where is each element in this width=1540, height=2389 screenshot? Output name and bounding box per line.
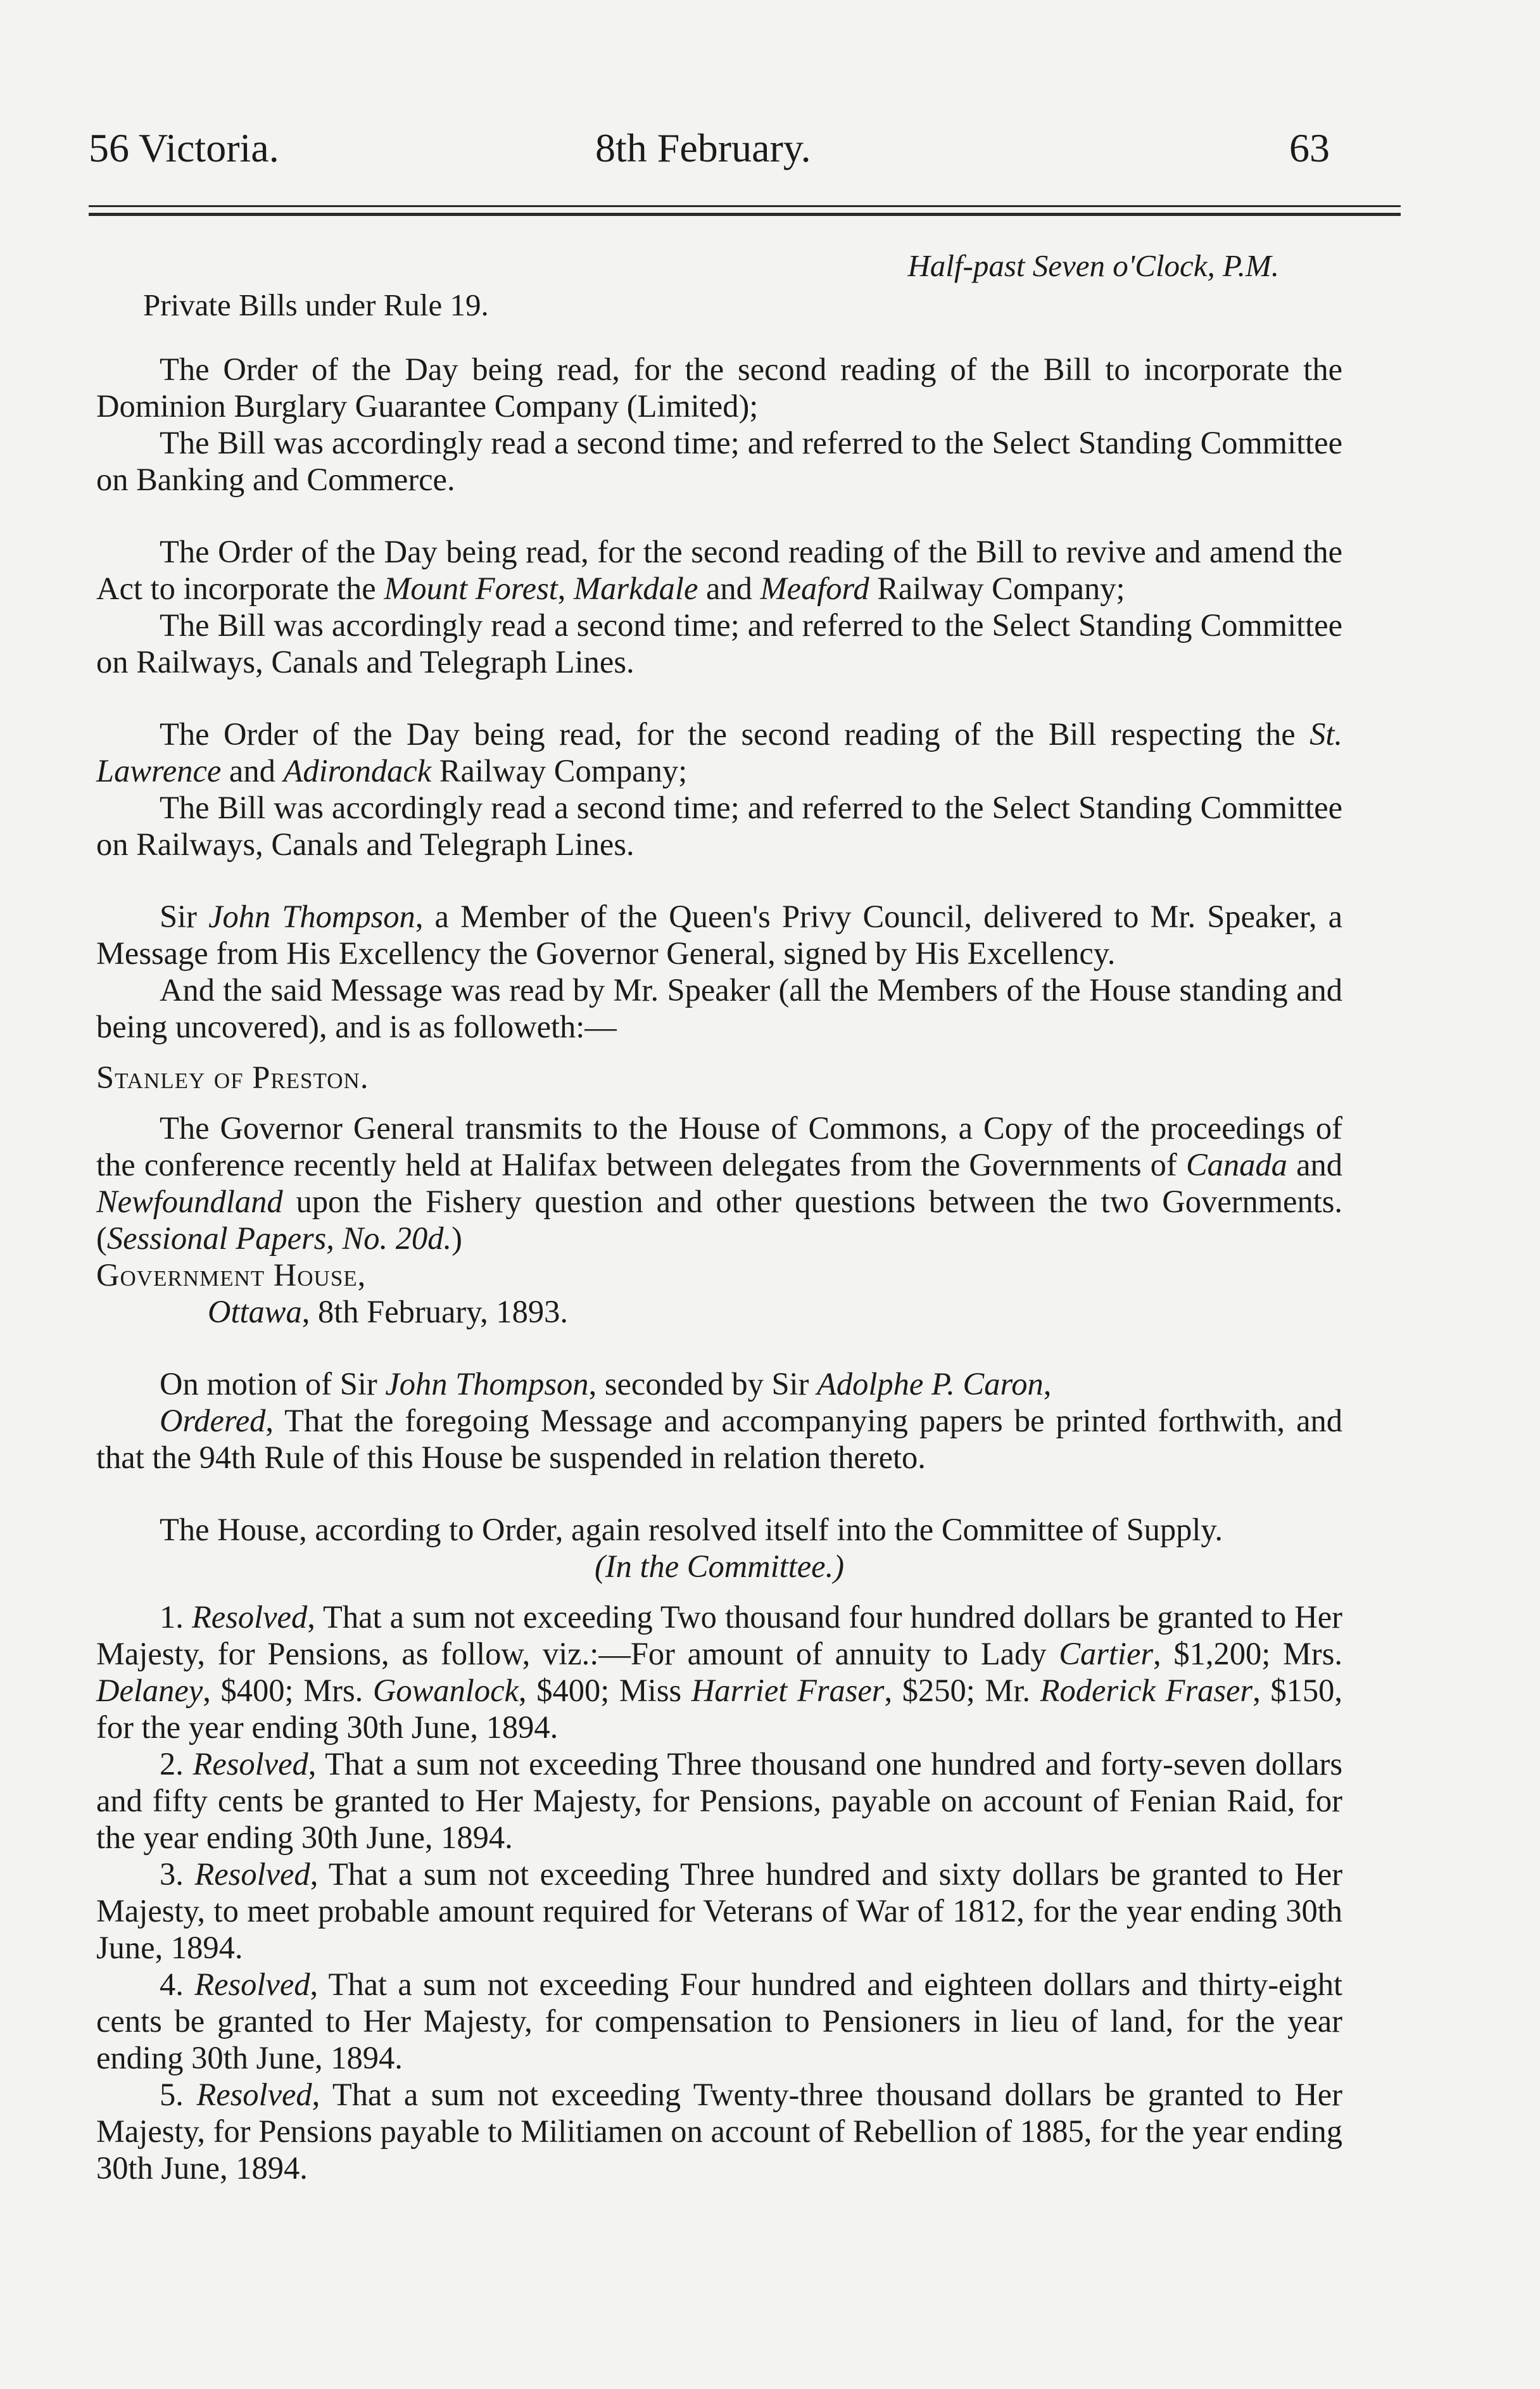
spacer	[96, 1330, 1342, 1366]
paragraph: The Order of the Day being read, for the second reading of the Bill respecting the St. Lawrence and Adirondack Railway Company;	[96, 716, 1342, 789]
resolution-item: 5. Resolved, That a sum not exceeding Twenty-three thousand dollars be granted to Her Majesty, for Pensions payable to Militiamen on account of Rebellion of 1885, for the year ending 30th June, 1894.	[96, 2077, 1342, 2186]
paragraph: The Order of the Day being read, for the second reading of the Bill to revive and amend the Act to incorporate the Mount Forest, Markdale and Meaford Railway Company;	[96, 534, 1342, 606]
message-date: Ottawa, 8th February, 1893.	[208, 1294, 569, 1329]
resolution-item: 4. Resolved, That a sum not exceeding Four hundred and eighteen dollars and thirty-eight cents be granted to Her Majesty, for compensation to Pensioners in lieu of land, for the year ending 30th June, 1894.	[96, 1967, 1343, 2075]
message-text: The Governor General transmits to the House of Commons, a Copy of the proceedings of the conference recently held at Halifax between delegates from the Governments of Canada and Newfoundland upon the Fishery question and other questions between the two Governments. (Sessional Papers, No. 20d.)	[96, 1110, 1342, 1256]
message-signature: Stanley of Preston.	[96, 1060, 369, 1095]
resolution-item: 2. Resolved, That a sum not exceeding Three thousand one hundred and forty-seven dollars and fifty cents be granted to Her Majesty, for Pensions, payable on account of Fenian Raid, for the year ending 30th June, 1894.	[96, 1746, 1343, 1855]
spacer	[96, 1096, 1342, 1110]
committee-heading: (In the Committee.)	[594, 1549, 845, 1584]
spacer	[96, 680, 1342, 716]
paragraph: The Order of the Day being read, for the second reading of the Bill to incorporate the Dominion Burglary Guarantee Company (Limited);	[96, 352, 1342, 424]
paragraph: And the said Message was read by Mr. Speaker (all the Members of the House standing and being uncovered), and is as followeth:—	[96, 972, 1342, 1044]
running-head-session: 56 Victoria.	[89, 125, 279, 170]
header-rule-thick	[89, 213, 1401, 216]
journal-body	[96, 351, 1342, 2186]
sitting-time: Half-past Seven o'Clock, P.M.	[907, 248, 1279, 283]
resolution-item: 1. Resolved, That a sum not exceeding Two thousand four hundred dollars be granted to Her Majesty, for Pensions, as follow, viz.:—For amount of annuity to Lady Cartier, $1,200; Mrs. Delaney, $400; Mrs. Gowanlock, $400; Miss Harriet Fraser, $250; Mr. Roderick Fraser, $150, for the year ending 30th June, 1894.	[96, 1599, 1343, 1745]
spacer	[96, 863, 1342, 898]
paragraph: The Bill was accordingly read a second time; and referred to the Select Standing Committee on Railways, Canals and Telegraph Lines.	[96, 607, 1342, 680]
paragraph: The Bill was accordingly read a second time; and referred to the Select Standing Committee on Railways, Canals and Telegraph Lines.	[96, 790, 1342, 862]
paragraph: Sir John Thompson, a Member of the Queen's Privy Council, delivered to Mr. Speaker, a Message from His Excellency the Governor General, signed by His Excellency.	[96, 899, 1343, 971]
message-origin: Government House,	[96, 1257, 367, 1293]
paragraph: The Bill was accordingly read a second time; and referred to the Select Standing Committee on Banking and Commerce.	[96, 425, 1342, 497]
spacer	[96, 1045, 1342, 1059]
spacer	[96, 1585, 1342, 1599]
side-note: Private Bills under Rule 19.	[143, 288, 489, 322]
paragraph: Ordered, That the foregoing Message and accompanying papers be printed forthwith, and that the 94th Rule of this House be suspended in relation thereto.	[96, 1403, 1342, 1475]
resolution-item: 3. Resolved, That a sum not exceeding Three hundred and sixty dollars be granted to Her Majesty, to meet probable amount required for Veterans of War of 1812, for the year ending 30th June, 1894.	[96, 1856, 1343, 1965]
spacer	[96, 1476, 1342, 1511]
running-head-date: 8th February.	[595, 125, 811, 170]
paragraph: The House, according to Order, again resolved itself into the Committee of Supply.	[160, 1512, 1223, 1547]
spacer	[96, 498, 1342, 533]
header-rule-thin	[89, 205, 1401, 207]
paragraph: On motion of Sir John Thompson, seconded by Sir Adolphe P. Caron,	[160, 1366, 1052, 1402]
page-number: 63	[1289, 125, 1330, 170]
